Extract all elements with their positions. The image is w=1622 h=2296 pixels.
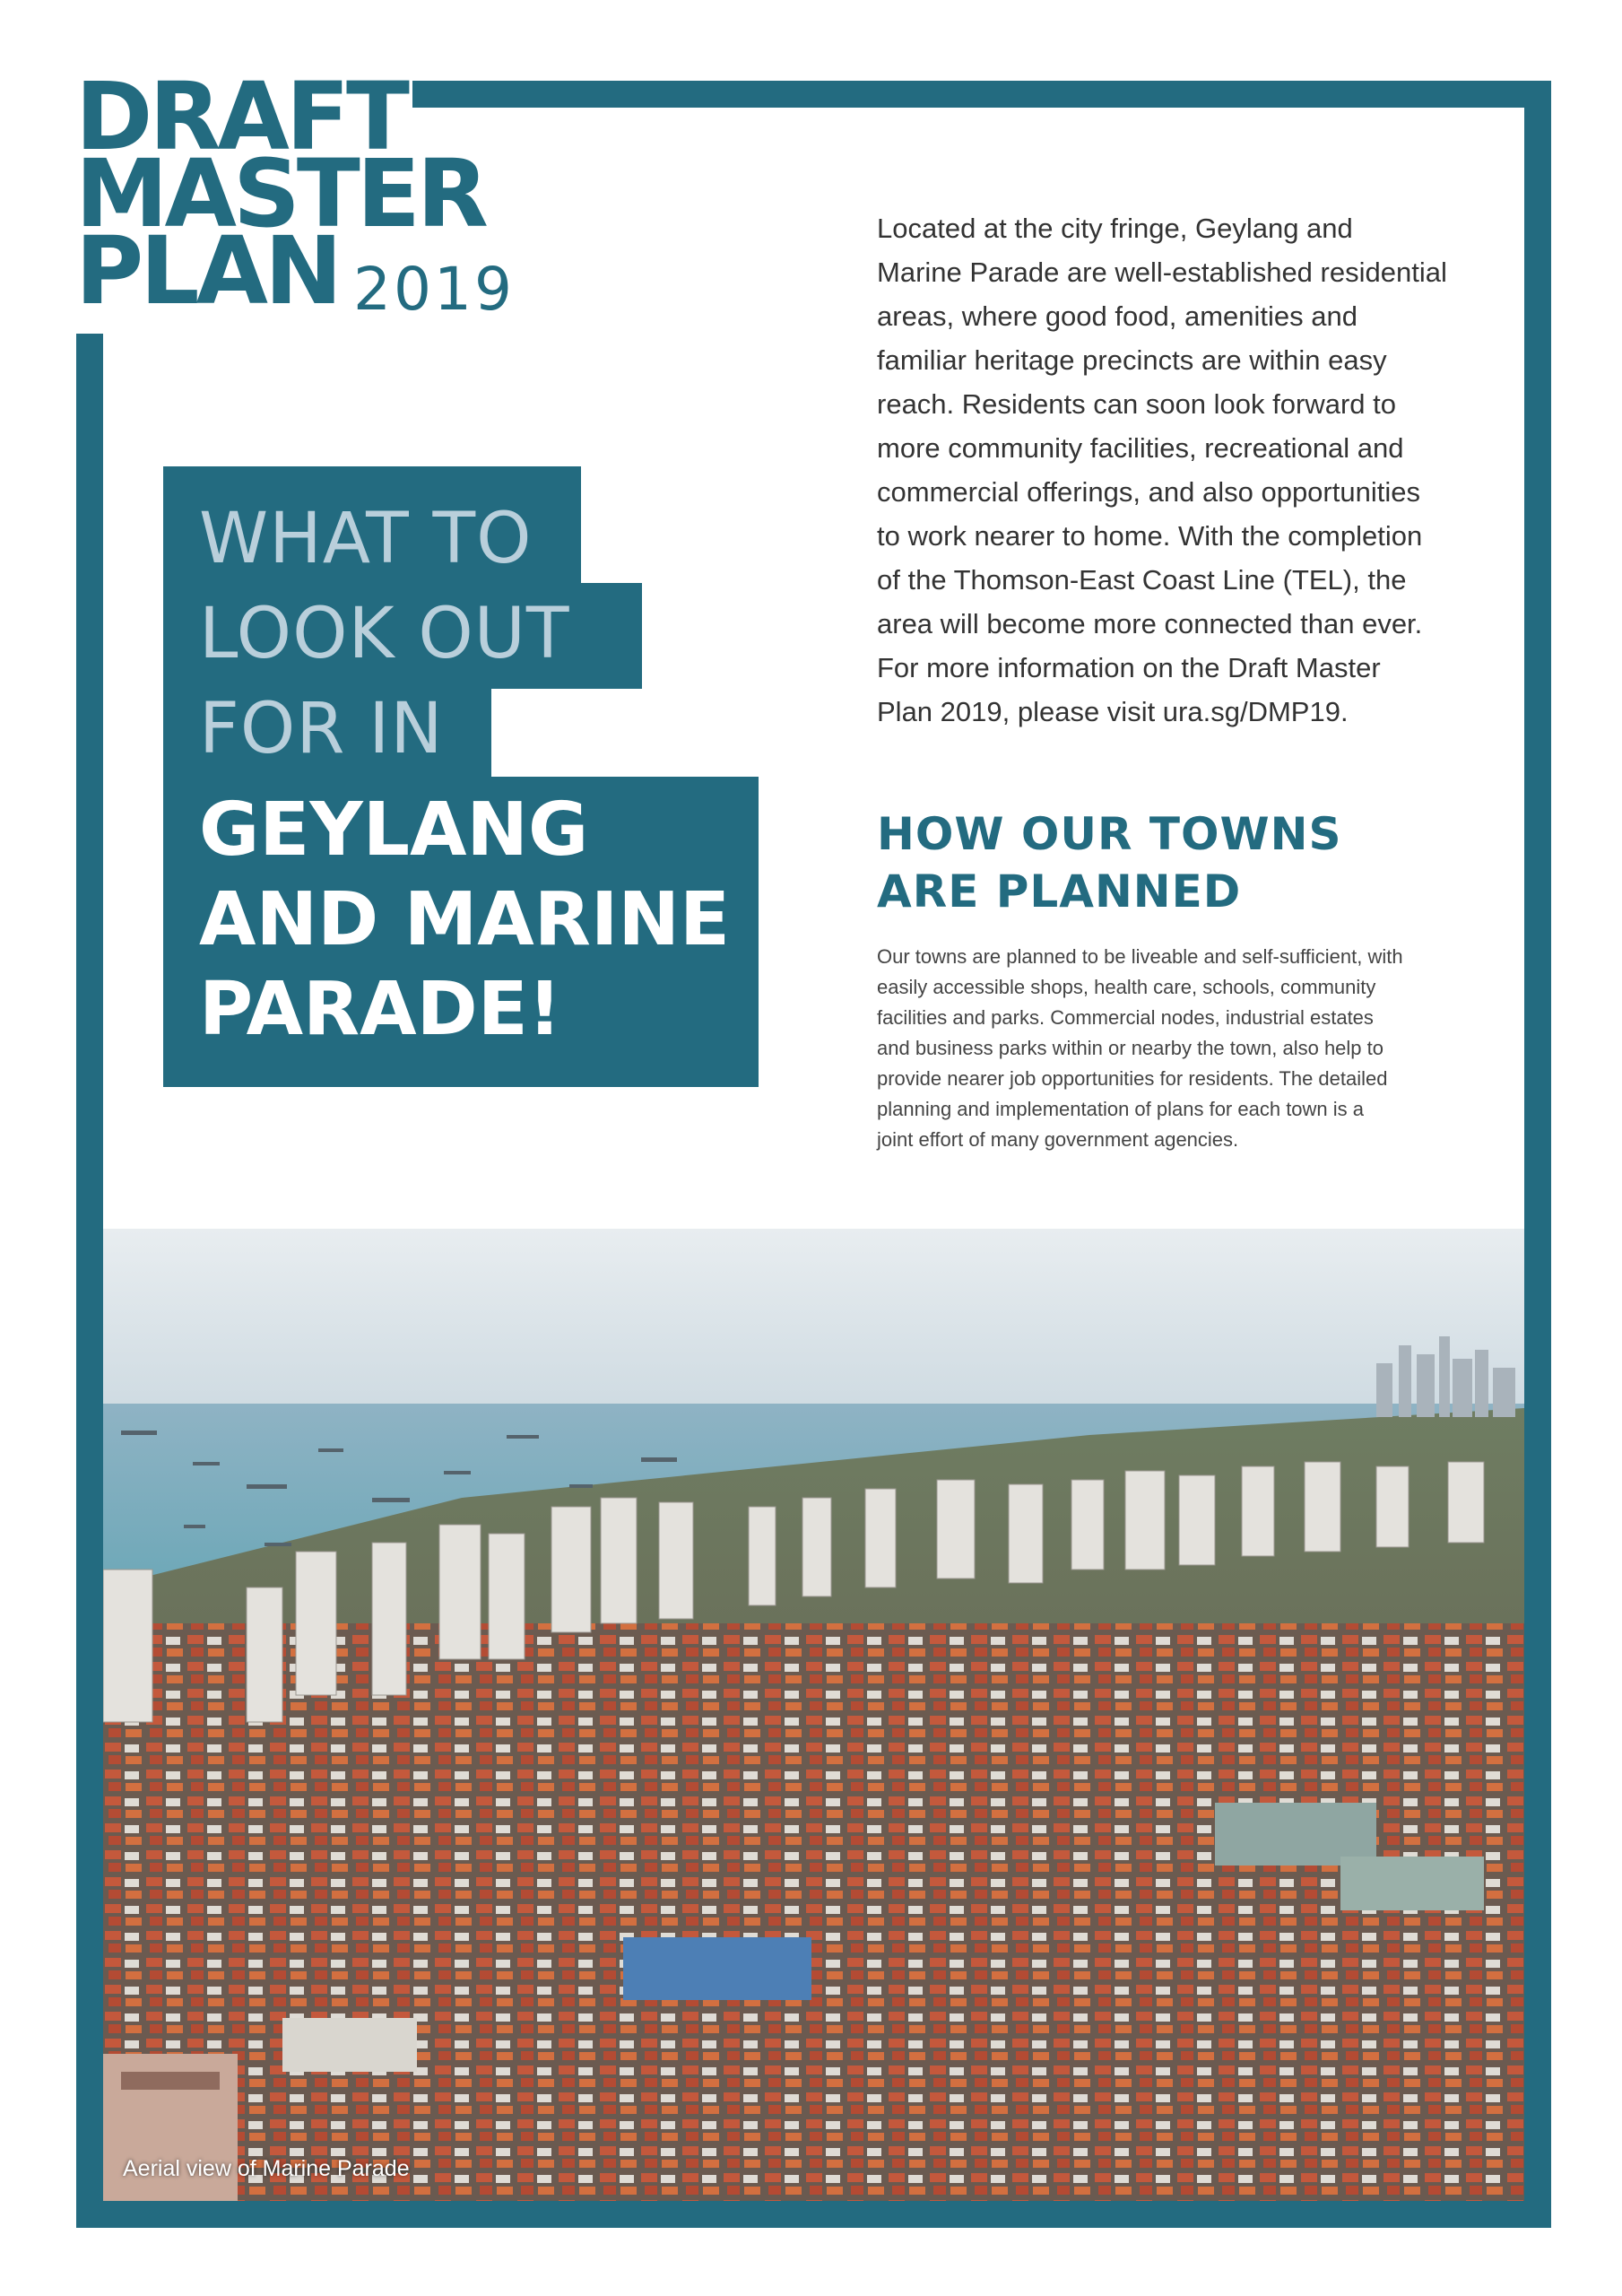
section-body-line: provide nearer job opportunities for residents. The detailed — [877, 1067, 1388, 1090]
aerial-photo — [103, 1229, 1524, 2201]
logo-line-2: MASTER — [75, 139, 485, 248]
headline-line-3: FOR IN — [199, 689, 444, 770]
section-title — [877, 805, 1342, 920]
headline-line-1: WHAT TO — [199, 499, 533, 579]
section-body-line: joint effort of many government agencies. — [877, 1128, 1239, 1151]
frame-left-border — [76, 334, 103, 2228]
frame-bottom-border — [76, 2201, 1551, 2228]
section-body-line: easily accessible shops, health care, schools, community — [877, 976, 1376, 998]
section-body-line: Our towns are planned to be liveable and self-sufficient, with — [877, 945, 1403, 968]
intro-line: familiar heritage precincts are within easy — [877, 344, 1387, 376]
intro-line: Located at the city fringe, Geylang and — [877, 213, 1353, 244]
section-body-line: facilities and parks. Commercial nodes, industrial estates — [877, 1006, 1374, 1029]
logo-line-1: DRAFT — [75, 62, 406, 171]
intro-line: Marine Parade are well-established residential — [877, 257, 1447, 288]
section-title-line: ARE PLANNED — [877, 865, 1242, 918]
logo-year: 2019 — [353, 255, 515, 324]
intro-line: commercial offerings, and also opportunities — [877, 476, 1420, 508]
headline-line-5: AND MARINE — [199, 877, 731, 962]
intro-line: of the Thomson-East Coast Line (TEL), the — [877, 564, 1407, 596]
section-body-line: planning and implementation of plans for each town is a — [877, 1098, 1365, 1120]
intro-line: For more information on the Draft Master — [877, 652, 1381, 683]
intro-paragraph — [877, 206, 1496, 734]
draft-master-plan-logo — [75, 62, 515, 326]
intro-line: more community facilities, recreational and — [877, 432, 1404, 464]
section-body — [877, 942, 1505, 1155]
intro-line: area will become more connected than ever. — [877, 608, 1423, 639]
headline-line-4: GEYLANG — [199, 787, 589, 873]
logo-line-3: PLAN — [75, 216, 340, 326]
section-body-line: and business parks within or nearby the town, also help to — [877, 1037, 1383, 1059]
section-title-line: HOW OUR TOWNS — [877, 808, 1342, 860]
headline-line-2: LOOK OUT — [199, 594, 570, 674]
sky — [103, 1229, 1524, 1408]
intro-line: areas, where good food, amenities and — [877, 300, 1357, 332]
housing-estate — [103, 1623, 1524, 2201]
photo-caption: Aerial view of Marine Parade — [123, 2156, 410, 2181]
intro-line: reach. Residents can soon look forward to — [877, 388, 1396, 420]
intro-line: to work nearer to home. With the completion — [877, 520, 1423, 552]
frame-top-border — [412, 81, 1550, 108]
intro-line: Plan 2019, please visit ura.sg/DMP19. — [877, 696, 1349, 727]
frame-right-border — [1524, 81, 1551, 2228]
headline-line-6: PARADE! — [199, 967, 562, 1052]
aerial-illustration — [103, 1229, 1524, 2201]
